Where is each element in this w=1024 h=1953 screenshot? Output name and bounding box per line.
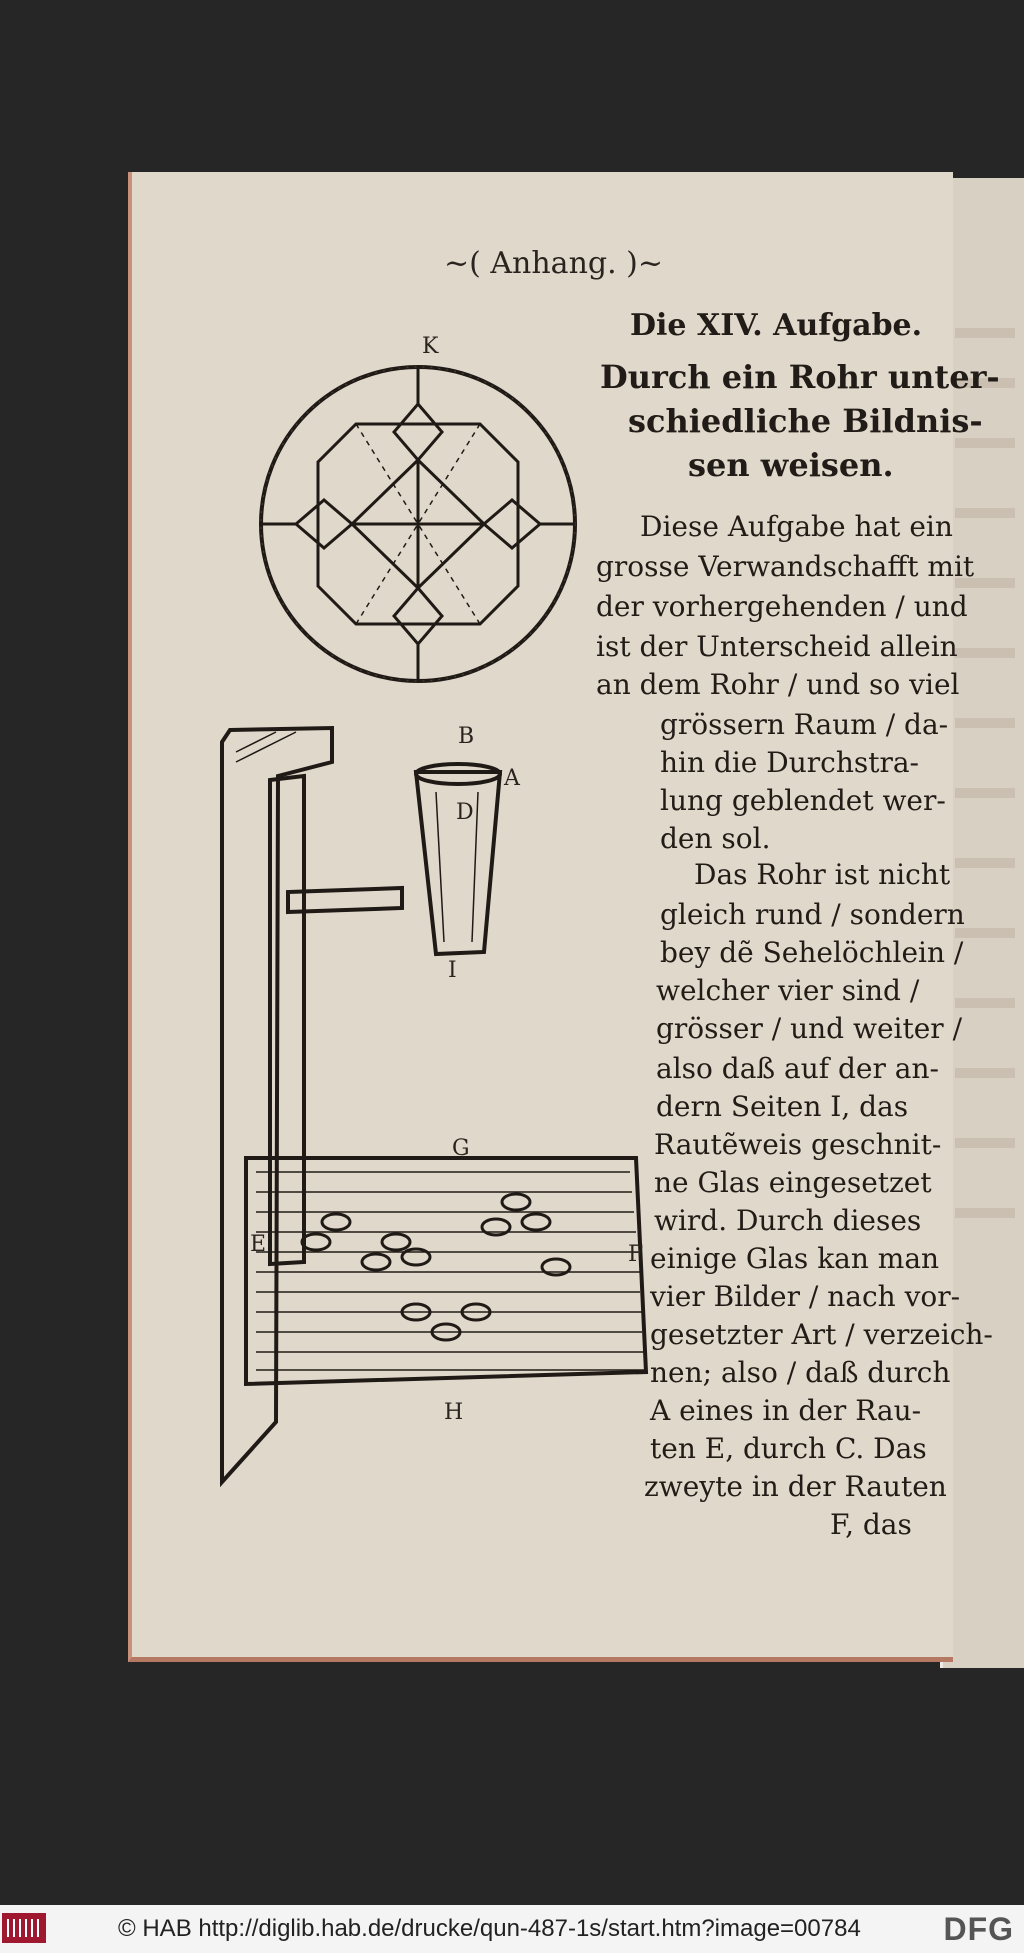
text-line: grosse Verwandschafft mit bbox=[596, 550, 975, 583]
text-line: hin die Durchstra- bbox=[660, 746, 920, 779]
figure-label-k: K bbox=[422, 334, 439, 359]
text-line: an dem Rohr / und so viel bbox=[596, 668, 960, 701]
text-line: A eines in der Rau- bbox=[650, 1394, 922, 1427]
text-line: nen; also / daß durch bbox=[650, 1356, 951, 1389]
figure-label-e: E bbox=[250, 1232, 267, 1257]
hab-logo-icon bbox=[2, 1913, 46, 1943]
figure-label-i: I bbox=[448, 958, 457, 983]
text-line: ist der Unterscheid allein bbox=[596, 630, 958, 663]
text-line: F, das bbox=[830, 1508, 912, 1541]
section-title-line1: Die XIV. Aufgabe. bbox=[630, 308, 923, 343]
text-line: Diese Aufgabe hat ein bbox=[640, 510, 953, 543]
text-line: grössern Raum / da- bbox=[660, 708, 949, 741]
text-line: vier Bilder / nach vor- bbox=[650, 1280, 961, 1313]
running-header: ~( Anhang. )~ bbox=[444, 246, 664, 281]
round-glass-figure bbox=[256, 364, 580, 684]
text-line: bey dẽ Sehelöchlein / bbox=[660, 936, 964, 969]
text-line: Rautẽweis geschnit- bbox=[654, 1128, 942, 1161]
figure-label-b: B bbox=[458, 724, 475, 749]
text-line: ten E, durch C. Das bbox=[650, 1432, 927, 1465]
copyright-link[interactable]: © HAB http://diglib.hab.de/drucke/qun-487-1s/start.htm?image=00784 bbox=[118, 1915, 861, 1942]
section-title-line3: schiedliche Bildnis- bbox=[628, 402, 983, 440]
text-line: dern Seiten I, das bbox=[656, 1090, 909, 1123]
text-line: lung geblendet wer- bbox=[660, 784, 946, 817]
figure-label-h: H bbox=[444, 1400, 464, 1425]
section-title-line4: sen weisen. bbox=[688, 446, 894, 484]
text-line: wird. Durch dieses bbox=[654, 1204, 922, 1237]
figure-label-a: A bbox=[504, 766, 520, 791]
footer-bar bbox=[0, 1905, 1024, 1953]
text-line: grösser / und weiter / bbox=[656, 1012, 963, 1045]
section-title-line2: Durch ein Rohr unter- bbox=[600, 358, 1000, 396]
text-line: zweyte in der Rauten bbox=[644, 1470, 947, 1503]
tube-apparatus-figure bbox=[216, 722, 656, 1482]
text-line: gleich rund / sondern bbox=[660, 898, 965, 931]
text-line: welcher vier sind / bbox=[656, 974, 920, 1007]
text-line: Das Rohr ist nicht bbox=[694, 858, 951, 891]
text-line: der vorhergehenden / und bbox=[596, 590, 968, 623]
text-line: den sol. bbox=[660, 822, 771, 855]
text-line: ne Glas eingesetzet bbox=[654, 1166, 932, 1199]
text-line: gesetzter Art / verzeich- bbox=[650, 1318, 993, 1351]
figure-label-g: G bbox=[452, 1136, 470, 1161]
figure-label-d: D bbox=[456, 800, 474, 825]
text-line: einige Glas kan man bbox=[650, 1242, 940, 1275]
dfg-logo: DFG bbox=[943, 1911, 1014, 1947]
figure-label-f: F bbox=[628, 1242, 644, 1267]
text-line: also daß auf der an- bbox=[656, 1052, 939, 1085]
